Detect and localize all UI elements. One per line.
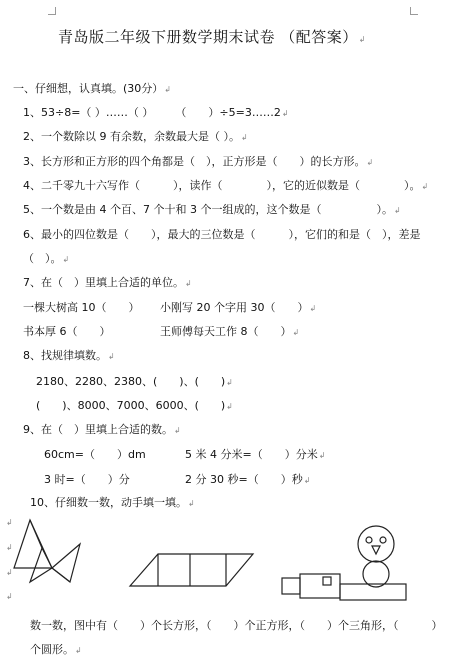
question-4-text: 4、二千零九十六写作（ ），读作（ ），它的近似数是（ ）。 bbox=[23, 179, 421, 192]
paragraph-mark: ↲ bbox=[6, 592, 13, 601]
question-6-text: 6、最小的四位数是（ ），最大的三位数是（ ），它们的和是（ ），差是 bbox=[23, 228, 421, 241]
question-6-continued bbox=[23, 250, 69, 266]
page-title-text: 青岛版二年级下册数学期末试卷 （配答案） bbox=[58, 28, 358, 46]
figure-triangle bbox=[372, 546, 380, 554]
question-9-item-b-text: 5 米 4 分米=（ ）分米 bbox=[185, 448, 318, 461]
question-7-text: 7、在（ ）里填上合适的单位。 bbox=[23, 276, 184, 289]
section-heading-text: 一、仔细想，认真填。(30分） bbox=[13, 82, 164, 95]
parallelogram-strip-figure bbox=[128, 552, 258, 592]
question-1 bbox=[23, 104, 289, 120]
figure-rectangle bbox=[300, 574, 340, 598]
figure-line bbox=[30, 520, 42, 548]
question-10-text: 10、仔细数一数，动手填一填。 bbox=[30, 496, 187, 509]
figure-circle bbox=[380, 537, 386, 543]
counting-question-continued bbox=[30, 641, 82, 657]
question-10 bbox=[30, 494, 195, 510]
question-8-text: 8、找规律填数。 bbox=[23, 349, 107, 362]
paragraph-mark: ↲ bbox=[241, 133, 248, 142]
figure-parallelogram bbox=[130, 554, 253, 586]
question-9-item-b bbox=[185, 446, 325, 462]
paragraph-mark: ↲ bbox=[421, 182, 429, 191]
paragraph-mark: ↲ bbox=[358, 35, 366, 44]
paragraph-mark: ↲ bbox=[366, 158, 374, 167]
question-5 bbox=[23, 201, 401, 217]
question-9 bbox=[23, 421, 181, 437]
counting-question: 数一数，图中有（ ）个长方形，（ ）个正方形，（ ）个三角形，（ ） bbox=[30, 619, 443, 632]
question-2 bbox=[23, 128, 248, 144]
question-9-text: 9、在（ ）里填上合适的数。 bbox=[23, 423, 173, 436]
question-3 bbox=[23, 153, 373, 169]
figure-circle bbox=[358, 526, 394, 562]
question-7-item-c: 书本厚 6（ ） bbox=[23, 325, 111, 338]
paragraph-mark: ↲ bbox=[6, 568, 13, 577]
paragraph-mark: ↲ bbox=[164, 85, 171, 94]
question-3-text: 3、长方形和正方形的四个角都是（ ），正方形是（ ）的长方形。 bbox=[23, 155, 366, 168]
paragraph-mark: ↲ bbox=[188, 499, 195, 508]
question-1-text: 1、53÷8=（ ）……（ ） （ ）÷5=3……2 bbox=[23, 106, 281, 119]
paragraph-mark: ↲ bbox=[226, 378, 233, 387]
paragraph-mark: ↲ bbox=[6, 518, 13, 527]
question-7-item-a: 一棵大树高 10（ ） bbox=[23, 301, 140, 314]
paragraph-mark: ↲ bbox=[75, 646, 82, 655]
question-6-continued-text: （ ）。 bbox=[23, 252, 62, 265]
paragraph-mark: ↲ bbox=[309, 304, 317, 313]
question-7 bbox=[23, 274, 192, 290]
paragraph-mark: ↲ bbox=[226, 402, 233, 411]
corner-mark-top-right bbox=[410, 7, 418, 15]
corner-mark-top-left bbox=[48, 7, 56, 15]
question-6 bbox=[23, 226, 421, 242]
paragraph-mark: ↲ bbox=[393, 206, 401, 215]
question-8-sequence-a-text: 2180、2280、2380、( )、( ) bbox=[36, 375, 226, 388]
robot-owl-figure bbox=[280, 524, 410, 604]
question-8-sequence-b-text: ( )、8000、7000、6000、( ) bbox=[36, 399, 226, 412]
figure-triangle bbox=[52, 544, 80, 582]
question-7-item-b-text: 小刚写 20 个字用 30（ ） bbox=[160, 301, 309, 314]
page-title bbox=[58, 26, 366, 47]
paragraph-mark: ↲ bbox=[6, 543, 13, 552]
section-heading bbox=[13, 80, 171, 96]
paragraph-mark: ↲ bbox=[292, 328, 300, 337]
paragraph-mark: ↲ bbox=[185, 279, 192, 288]
question-2-text: 2、一个数除以 9 有余数，余数最大是（ ）。 bbox=[23, 130, 240, 143]
question-9-item-a: 60cm=（ ）dm bbox=[44, 448, 146, 461]
question-5-text: 5、一个数是由 4 个百、7 个十和 3 个一组成的，这个数是（ ）。 bbox=[23, 203, 393, 216]
question-8 bbox=[23, 347, 115, 363]
question-8-sequence-a bbox=[36, 373, 233, 389]
question-7-item-d-text: 王师傅每天工作 8（ ） bbox=[160, 325, 292, 338]
question-9-item-c: 3 时=（ ）分 bbox=[44, 473, 130, 486]
figure-square bbox=[282, 578, 300, 594]
question-8-sequence-b bbox=[36, 397, 233, 413]
question-9-item-d bbox=[185, 471, 310, 487]
question-7-item-b bbox=[160, 299, 316, 315]
paragraph-mark: ↲ bbox=[281, 109, 289, 118]
question-9-item-d-text: 2 分 30 秒=（ ）秒 bbox=[185, 473, 303, 486]
paragraph-mark: ↲ bbox=[303, 476, 311, 485]
figure-triangle bbox=[30, 548, 52, 582]
paragraph-mark: ↲ bbox=[62, 255, 70, 264]
paragraph-mark: ↲ bbox=[108, 352, 115, 361]
figure-circle bbox=[366, 537, 372, 543]
paragraph-mark: ↲ bbox=[174, 426, 181, 435]
question-4 bbox=[23, 177, 428, 193]
figure-line bbox=[52, 568, 70, 582]
counting-question-continued-text: 个圆形。 bbox=[30, 643, 74, 656]
paragraph-mark: ↲ bbox=[318, 451, 326, 460]
figure-square bbox=[323, 577, 331, 585]
figure-circle bbox=[363, 561, 389, 587]
question-7-item-d bbox=[160, 323, 299, 339]
triangle-bird-figure bbox=[12, 518, 92, 588]
